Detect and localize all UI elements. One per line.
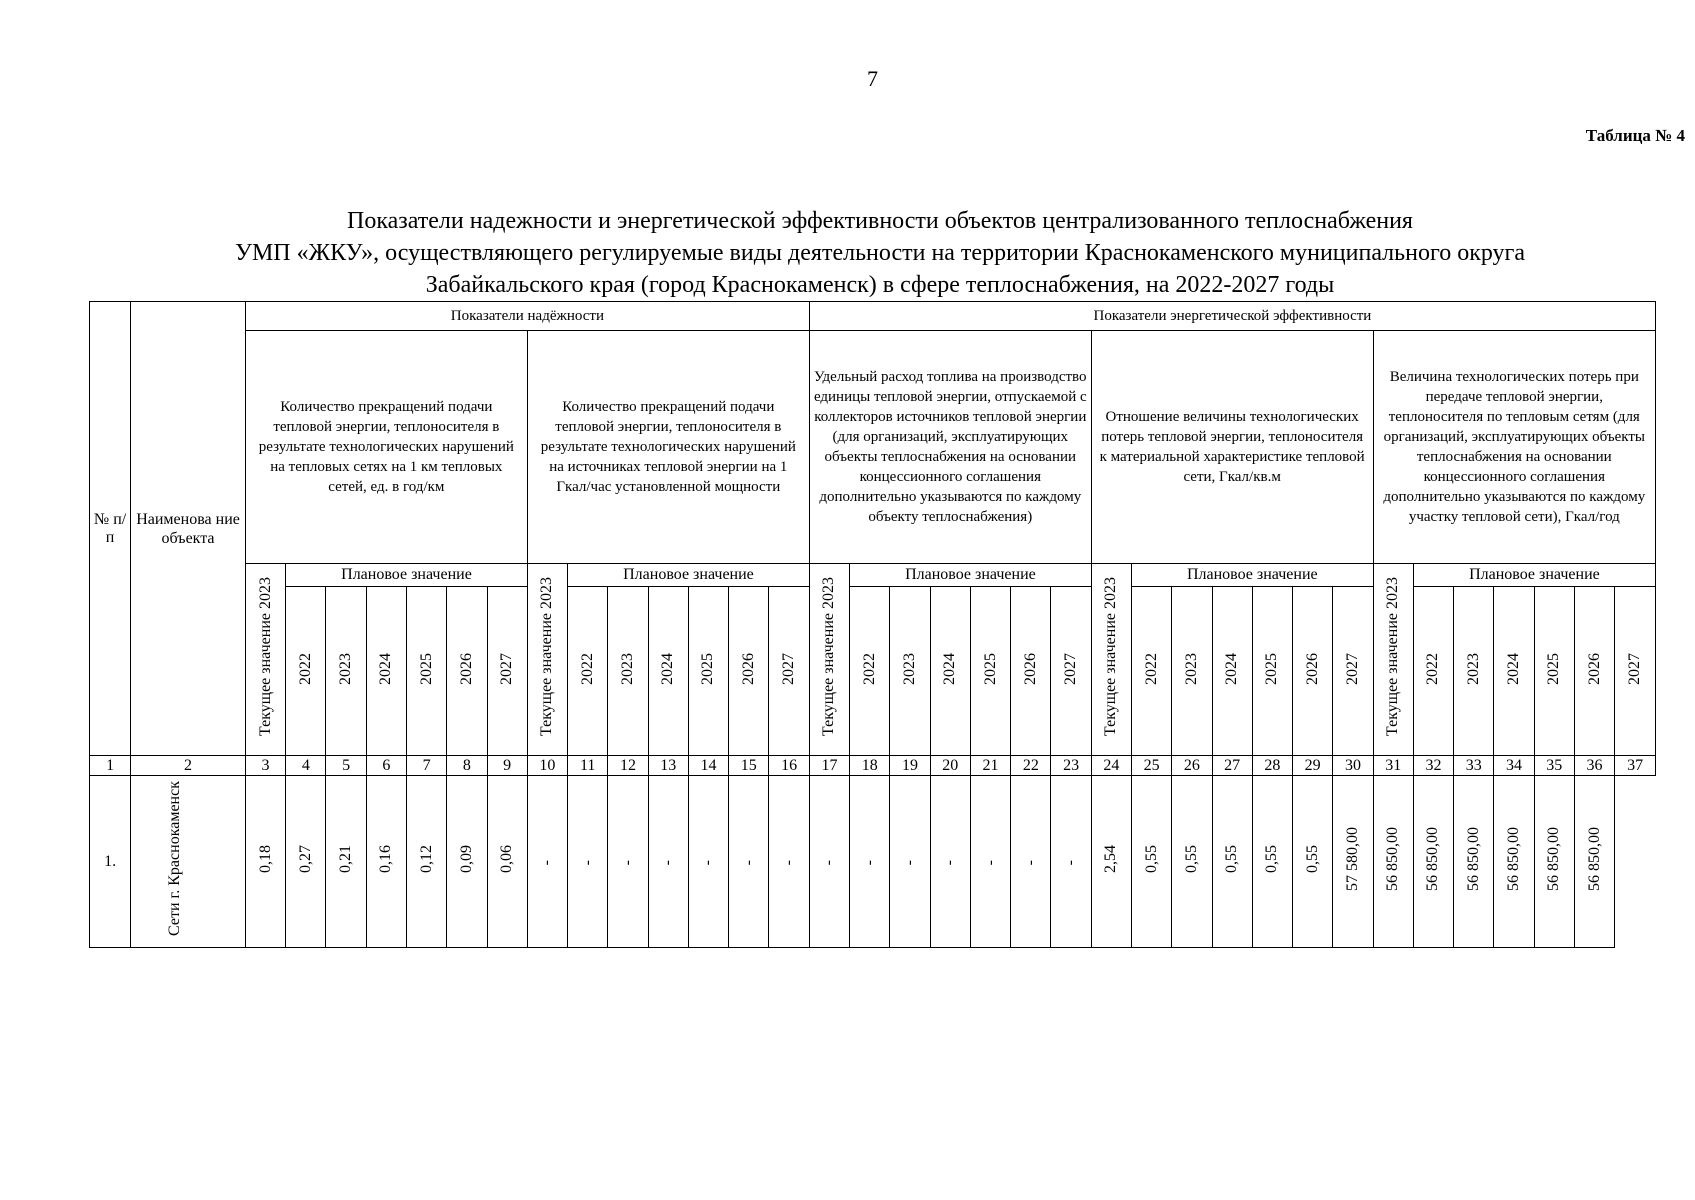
year-header: [729, 587, 769, 756]
column-number: 11: [568, 756, 608, 776]
year-label: 2024: [377, 652, 395, 685]
cell-value: 0,16: [377, 845, 395, 873]
year-header: [608, 587, 648, 756]
year-header: [1131, 587, 1171, 756]
year-header: [890, 587, 930, 756]
year-header: [1333, 587, 1373, 756]
column-number: 10: [527, 756, 567, 776]
efficiency-group-header: Показатели энергетической эффективности: [809, 302, 1655, 331]
value-cell: [1373, 776, 1413, 948]
indicator-header: Отношение величины технологических потерь тепловой энергии, теплоносителя к материальной характеристике тепловой сети, Гкал/кв.м: [1091, 331, 1373, 564]
cell-value: -: [780, 859, 798, 865]
column-number: 15: [729, 756, 769, 776]
column-number: 12: [608, 756, 648, 776]
name-column-header: Наименова ние объекта: [131, 302, 246, 756]
column-number: 37: [1615, 756, 1656, 776]
cell-value: -: [1062, 859, 1080, 865]
column-number: 36: [1574, 756, 1614, 776]
year-header: [326, 587, 366, 756]
year-header: [1615, 587, 1656, 756]
cell-value: -: [1021, 859, 1039, 865]
year-header: [366, 587, 406, 756]
cell-value: -: [981, 859, 999, 865]
indicator-header: Величина технологических потерь при передаче тепловой энергии, теплоносителя по тепловым сетям (для организаций, эксплуатирующих объекты теплоснабжения на основании концессионного соглашения дополнительно указываются по каждому участку тепловой сети), Гкал/год: [1373, 331, 1655, 564]
current-value-label: Текущее значение 2023: [820, 577, 838, 737]
cell-value: 0,18: [256, 845, 274, 873]
cell-value: 56 850,00: [1424, 827, 1442, 891]
plan-value-header: Плановое значение: [850, 564, 1092, 587]
column-number: 30: [1333, 756, 1373, 776]
year-header: [688, 587, 728, 756]
column-number: 32: [1413, 756, 1453, 776]
column-number: 31: [1373, 756, 1413, 776]
indicator-header: Количество прекращений подачи тепловой энергии, теплоносителя в результате технологических нарушений на тепловых сетях на 1 км тепловых сетей, ед. в год/км: [245, 331, 527, 564]
value-cell: [245, 776, 285, 948]
year-header: [286, 587, 326, 756]
cell-value: 57 580,00: [1343, 827, 1361, 891]
value-cell: [729, 776, 769, 948]
value-cell: [568, 776, 608, 948]
value-cell: [366, 776, 406, 948]
cell-value: 56 850,00: [1384, 827, 1402, 891]
cell-value: 56 850,00: [1464, 827, 1482, 891]
year-label: 2024: [941, 652, 959, 685]
column-number: 27: [1212, 756, 1252, 776]
year-label: 2027: [1062, 652, 1080, 685]
cell-value: -: [739, 859, 757, 865]
year-header: [1574, 587, 1614, 756]
value-cell: [286, 776, 326, 948]
year-label: 2026: [739, 652, 757, 685]
cell-value: 0,12: [417, 845, 435, 873]
cell-value: 0,09: [457, 845, 475, 873]
indicator-header: Количество прекращений подачи тепловой энергии, теплоносителя в результате технологических нарушений на источниках тепловой энергии на 1 Гкал/час установленной мощности: [527, 331, 809, 564]
current-value-header: [1373, 564, 1413, 756]
plan-value-header: Плановое значение: [286, 564, 528, 587]
value-cell: [688, 776, 728, 948]
year-label: 2023: [1182, 652, 1200, 685]
current-value-header: [245, 564, 285, 756]
value-cell: [406, 776, 446, 948]
value-cell: [1333, 776, 1373, 948]
value-cell: [769, 776, 809, 948]
year-label: 2024: [1505, 652, 1522, 685]
year-header: [487, 587, 527, 756]
num-column-header: № п/ п: [90, 302, 131, 756]
year-label: 2022: [860, 652, 878, 685]
value-cell: [487, 776, 527, 948]
year-header: [850, 587, 890, 756]
year-label: 2023: [901, 652, 919, 685]
column-number: 6: [366, 756, 406, 776]
column-number: 26: [1172, 756, 1212, 776]
column-number: 28: [1252, 756, 1292, 776]
indicators-table: [89, 301, 1656, 948]
cell-value: 56 850,00: [1545, 827, 1563, 891]
plan-value-header: Плановое значение: [1131, 564, 1373, 587]
value-cell: [1413, 776, 1453, 948]
value-cell: [1574, 776, 1614, 948]
value-cell: [1534, 776, 1574, 948]
column-number: 7: [406, 756, 446, 776]
year-label: 2025: [699, 652, 717, 685]
year-label: 2025: [1545, 652, 1563, 685]
value-cell: [890, 776, 930, 948]
column-number: 21: [970, 756, 1010, 776]
year-label: 2025: [1263, 652, 1281, 685]
column-number: 4: [286, 756, 326, 776]
value-cell: [1011, 776, 1051, 948]
value-cell: [850, 776, 890, 948]
year-label: 2023: [1464, 652, 1482, 685]
cell-value: 0,06: [498, 845, 516, 873]
year-header: [1051, 587, 1091, 756]
year-label: 2027: [1343, 652, 1361, 685]
value-cell: [1252, 776, 1292, 948]
value-cell: [648, 776, 688, 948]
column-number: 22: [1011, 756, 1051, 776]
column-number: 33: [1454, 756, 1494, 776]
year-label: 2027: [498, 652, 516, 685]
column-number: 29: [1293, 756, 1333, 776]
value-cell: [1051, 776, 1091, 948]
page-number: 7: [867, 66, 878, 91]
value-cell: [1091, 776, 1131, 948]
plan-value-header: Плановое значение: [568, 564, 810, 587]
cell-value: 0,55: [1182, 845, 1200, 873]
year-header: [568, 587, 608, 756]
year-header: [406, 587, 446, 756]
year-header: [1413, 587, 1453, 756]
column-number: 24: [1091, 756, 1131, 776]
indicator-header: Удельный расход топлива на производство единицы тепловой энергии, отпускаемой с коллекторов источников тепловой энергии (для организаций, эксплуатирующих объекты теплоснабжения на основании концессионного соглашения дополнительно указываются по каждому объекту теплоснабжения): [809, 331, 1091, 564]
year-header: [1212, 587, 1252, 756]
year-label: 2026: [1021, 652, 1039, 685]
year-label: 2023: [618, 652, 636, 685]
year-label: 2024: [1223, 652, 1241, 685]
value-cell: [1293, 776, 1333, 948]
year-label: 2025: [417, 652, 435, 685]
column-number: 23: [1051, 756, 1091, 776]
column-number: 13: [648, 756, 688, 776]
table-row: [90, 776, 1656, 948]
current-value-header: [527, 564, 567, 756]
year-label: 2026: [1303, 652, 1321, 685]
document-title: [90, 205, 1670, 301]
value-cell: [809, 776, 849, 948]
current-value-label: Текущее значение 2023: [256, 577, 274, 737]
column-number: 35: [1534, 756, 1574, 776]
column-number: 17: [809, 756, 849, 776]
year-label: 2022: [578, 652, 596, 685]
value-cell: [930, 776, 970, 948]
value-cell: [1454, 776, 1494, 948]
year-label: 2024: [659, 652, 677, 685]
year-header: [1454, 587, 1494, 756]
year-label: 2022: [1424, 652, 1442, 685]
year-header: [648, 587, 688, 756]
value-cell: [1212, 776, 1252, 948]
cell-value: 0,27: [296, 845, 314, 873]
cell-value: -: [699, 859, 717, 865]
value-cell: [608, 776, 648, 948]
column-number: 34: [1494, 756, 1534, 776]
column-number: 5: [326, 756, 366, 776]
year-header: [970, 587, 1010, 756]
column-number: 8: [447, 756, 487, 776]
title-line: Показатели надежности и энергетической эффективности объектов централизованного теплоснабжения: [347, 208, 1413, 234]
column-number: 18: [850, 756, 890, 776]
column-number: 14: [688, 756, 728, 776]
column-number: 2: [131, 756, 246, 776]
value-cell: [1172, 776, 1212, 948]
year-header: [930, 587, 970, 756]
year-label: 2022: [1142, 652, 1160, 685]
cell-value: -: [820, 859, 838, 865]
year-header: [1293, 587, 1333, 756]
object-name: Сети г. Краснокаменск: [166, 781, 184, 937]
value-cell: [1494, 776, 1534, 948]
cell-value: 0,21: [337, 845, 355, 873]
title-line: УМП «ЖКУ», осуществляющего регулируемые виды деятельности на территории Краснокаменского муниципального округа: [234, 240, 1526, 266]
cell-value: -: [941, 859, 959, 865]
cell-value: -: [618, 859, 636, 865]
year-header: [1172, 587, 1212, 756]
cell-value: -: [538, 859, 556, 865]
table-label: Таблица № 4: [1585, 126, 1685, 145]
year-label: 2026: [1585, 652, 1603, 685]
column-number: 25: [1131, 756, 1171, 776]
cell-value: 0,55: [1303, 845, 1321, 873]
year-header: [1011, 587, 1051, 756]
cell-value: -: [659, 859, 677, 865]
cell-value: 56 850,00: [1505, 827, 1522, 891]
reliability-group-header: Показатели надёжности: [245, 302, 809, 331]
year-header: [1534, 587, 1574, 756]
year-header: [1494, 587, 1534, 756]
cell-value: 0,55: [1142, 845, 1160, 873]
column-number: 1: [90, 756, 131, 776]
cell-value: -: [578, 859, 596, 865]
current-value-header: [809, 564, 849, 756]
cell-value: -: [901, 859, 919, 865]
current-value-header: [1091, 564, 1131, 756]
current-value-label: Текущее значение 2023: [538, 577, 556, 737]
value-cell: [447, 776, 487, 948]
value-cell: [326, 776, 366, 948]
year-label: 2022: [296, 652, 314, 685]
object-name-cell: [131, 776, 246, 948]
year-label: 2027: [780, 652, 798, 685]
year-label: 2025: [981, 652, 999, 685]
column-number: 20: [930, 756, 970, 776]
row-number: 1.: [90, 776, 131, 948]
cell-value: 0,55: [1263, 845, 1281, 873]
cell-value: -: [860, 859, 878, 865]
column-number: 16: [769, 756, 809, 776]
cell-value: 2,54: [1102, 845, 1120, 873]
column-number: 19: [890, 756, 930, 776]
year-header: [447, 587, 487, 756]
year-label: 2026: [457, 652, 475, 685]
plan-value-header: Плановое значение: [1413, 564, 1655, 587]
column-number: 9: [487, 756, 527, 776]
year-header: [1252, 587, 1292, 756]
year-label: 2023: [337, 652, 355, 685]
cell-value: 0,55: [1223, 845, 1241, 873]
title-line: Забайкальского края (город Краснокаменск) в сфере теплоснабжения, на 2022-2027 годы: [425, 272, 1335, 298]
column-number: 3: [245, 756, 285, 776]
current-value-label: Текущее значение 2023: [1384, 577, 1402, 737]
cell-value: 56 850,00: [1585, 827, 1603, 891]
value-cell: [970, 776, 1010, 948]
year-header: [769, 587, 809, 756]
year-label: 2027: [1626, 652, 1644, 685]
value-cell: [1131, 776, 1171, 948]
current-value-label: Текущее значение 2023: [1102, 577, 1120, 737]
value-cell: [527, 776, 567, 948]
